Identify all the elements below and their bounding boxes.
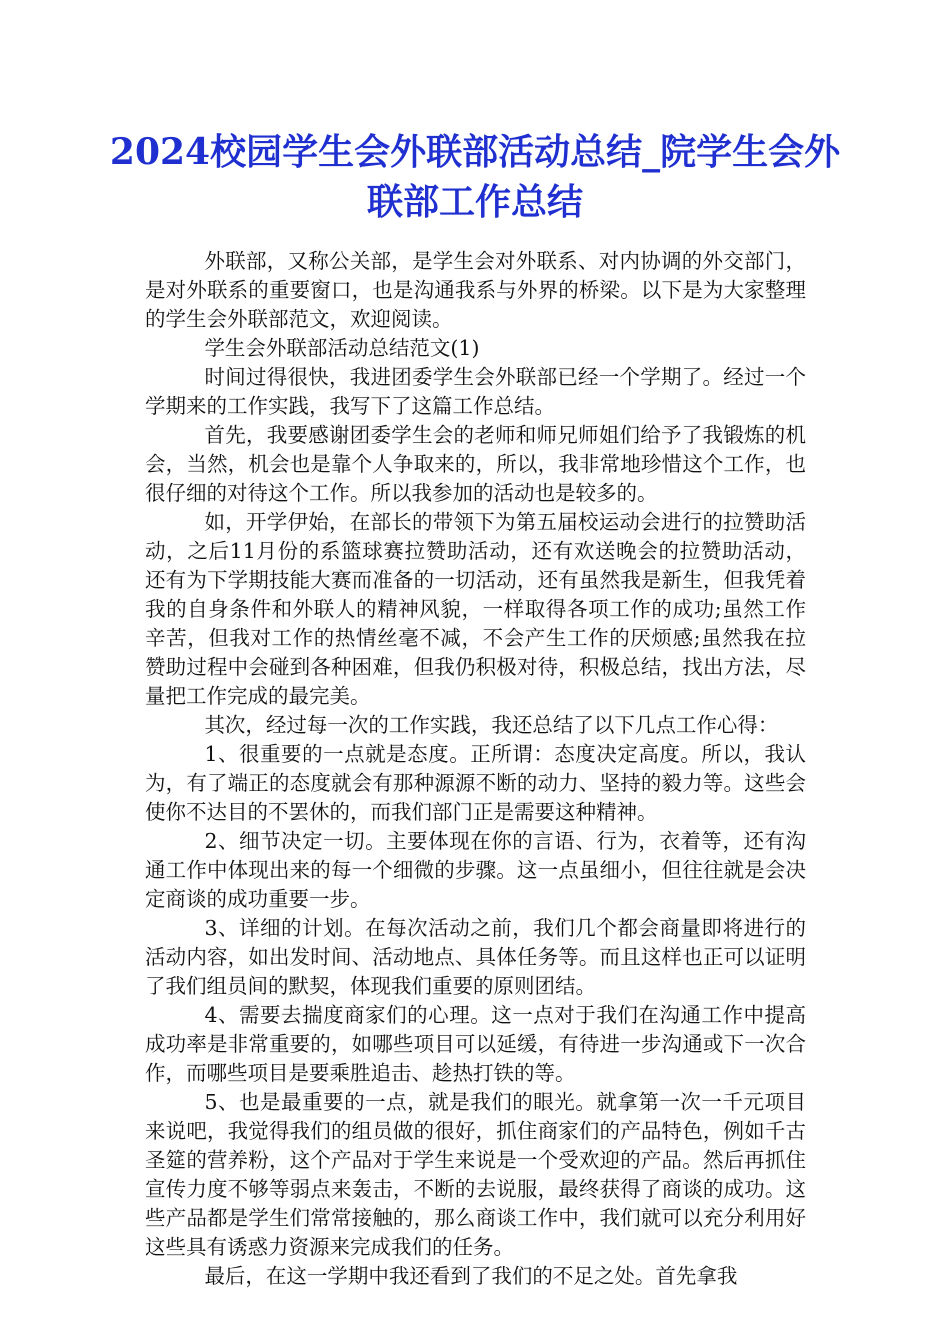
list-item-point-4: 4、需要去揣度商家们的心理。这一点对于我们在沟通工作中提高成功率是非常重要的，如哪些项目可以延缓，有待进一步沟通或下一次合作，而哪些项目是要乘胜追击、趁热打铁的等。 — [145, 1003, 806, 1085]
paragraph: 时间过得很快，我进团委学生会外联部已经一个学期了。经过一个学期来的工作实践，我写下了这篇工作总结。 — [145, 365, 806, 418]
list-item-point-5: 5、也是最重要的一点，就是我们的眼光。就拿第一次一千元项目来说吧，我觉得我们的组员做的很好，抓住商家们的产品特色，例如千古圣筵的营养粉，这个产品对于学生来说是一个受欢迎的产品。然后再抓住宣传力度不够等弱点来轰击，不断的去说服，最终获得了商谈的成功。这些产品都是学生们常常接触的，那么商谈工作中，我们就可以充分利用好这些具有诱惑力资源来完成我们的任务。 — [145, 1090, 806, 1259]
document-title: 2024校园学生会外联部活动总结_院学生会外联部工作总结 — [109, 131, 841, 223]
paragraph: 其次，经过每一次的工作实践，我还总结了以下几点工作心得： — [204, 713, 779, 737]
list-item-point-3: 3、详细的计划。在每次活动之前，我们几个都会商量即将进行的活动内容，如出发时间、活动地点、具体任务等。而且这样也正可以证明了我们组员间的默契，体现我们重要的原则团结。 — [145, 916, 806, 998]
paragraph: 如，开学伊始，在部长的带领下为第五届校运动会进行的拉赞助活动，之后11月份的系篮球赛拉赞助活动，还有欢送晚会的拉赞助活动，还有为下学期技能大赛而准备的一切活动，还有虽然我是新生，但我凭着我的自身条件和外联人的精神风貌，一样取得各项工作的成功;虽然工作辛苦，但我对工作的热情丝毫不减，不会产生工作的厌烦感;虽然我在拉赞助过程中会碰到各种困难，但我仍积极对待，积极总结，找出方法，尽量把工作完成的最完美。 — [145, 510, 806, 708]
paragraph-subheading: 学生会外联部活动总结范文(1) — [204, 336, 480, 360]
paragraph: 首先，我要感谢团委学生会的老师和师兄师姐们给予了我锻炼的机会，当然，机会也是靠个人争取来的，所以，我非常地珍惜这个工作，也很仔细的对待这个工作。所以我参加的活动也是较多的。 — [145, 423, 806, 505]
paragraph-final: 最后，在这一学期中我还看到了我们的不足之处。首先拿我 — [204, 1264, 738, 1288]
list-item-point-1: 1、很重要的一点就是态度。正所谓：态度决定高度。所以，我认为，有了端正的态度就会有那种源源不断的动力、坚持的毅力等。这些会使你不达目的不罢休的，而我们部门正是需要这种精神。 — [145, 742, 806, 824]
list-item-point-2: 2、细节决定一切。主要体现在你的言语、行为，衣着等，还有沟通工作中体现出来的每一个细微的步骤。这一点虽细小，但往往就是会决定商谈的成功重要一步。 — [145, 829, 806, 911]
paragraph-intro: 外联部，又称公关部，是学生会对外联系、对内协调的外交部门，是对外联系的重要窗口，也是沟通我系与外界的桥梁。以下是为大家整理的学生会外联部范文，欢迎阅读。 — [145, 249, 806, 331]
document-body — [145, 247, 806, 1291]
